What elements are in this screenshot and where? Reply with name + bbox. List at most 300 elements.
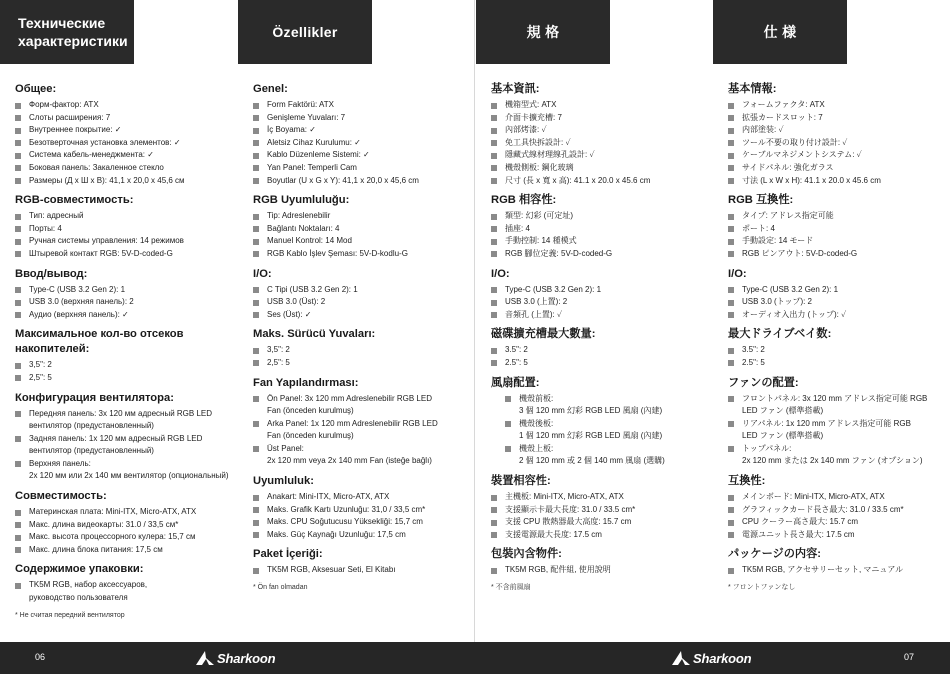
spec-item-text: вентилятор (предустановленный) bbox=[29, 446, 154, 456]
spec-item-text: Type-C (USB 3.2 Gen 2): 1 bbox=[742, 284, 839, 294]
spec-item bbox=[253, 309, 477, 322]
bullet-square-icon bbox=[728, 251, 734, 257]
bullet-square-icon bbox=[728, 421, 734, 427]
section-title: Fan Yapılandırması: bbox=[253, 376, 359, 389]
spec-item bbox=[491, 124, 715, 137]
tab-turkish bbox=[238, 0, 372, 64]
spec-item bbox=[728, 248, 950, 261]
section-title: I/O: bbox=[491, 267, 510, 280]
spec-item-text: Форм-фактор: ATX bbox=[29, 100, 99, 109]
bullet-square-icon bbox=[15, 251, 21, 257]
bullet-square-icon bbox=[728, 239, 734, 245]
spec-section bbox=[491, 193, 715, 260]
section-title: Содержимое упаковки: bbox=[15, 563, 144, 576]
bullet-square-icon bbox=[505, 446, 511, 452]
section-title: Совместимость: bbox=[15, 490, 107, 503]
spec-item-text: Üst Panel: bbox=[267, 443, 304, 453]
spec-item-text: 尺寸 (長 x 寬 x 高): 41.1 x 20.0 x 45.6 cm bbox=[505, 175, 651, 185]
spec-item bbox=[253, 248, 477, 261]
bullet-square-icon bbox=[491, 507, 497, 513]
bullet-square-icon bbox=[491, 128, 497, 134]
bullet-square-icon bbox=[728, 140, 734, 146]
spec-item-text: 手動設定: 14 モード bbox=[742, 236, 814, 246]
bullet-square-icon bbox=[253, 103, 259, 109]
spec-item bbox=[15, 544, 239, 557]
brand-logo-right bbox=[672, 648, 751, 668]
spec-item-text: Аудио (верхняя панель): ✓ bbox=[29, 309, 129, 319]
spec-item-text: 插座: 4 bbox=[505, 223, 530, 233]
spec-item bbox=[15, 470, 239, 483]
bullet-square-icon bbox=[15, 214, 21, 220]
bullet-square-icon bbox=[253, 520, 259, 526]
footnote: * Ön fan olmadan bbox=[253, 584, 308, 592]
section-title: RGB 相容性: bbox=[491, 194, 557, 207]
spec-item bbox=[728, 344, 950, 357]
spec-item-text: Макс. длина видеокарты: 31.0 / 33,5 см* bbox=[29, 519, 179, 529]
spec-item bbox=[491, 405, 715, 418]
bullet-square-icon bbox=[253, 239, 259, 245]
spec-item-text: USB 3.0 (верхняя панель): 2 bbox=[29, 297, 134, 307]
spec-item bbox=[15, 235, 239, 248]
spec-item-text: 機殼上板: bbox=[519, 443, 554, 453]
spec-item-text: タイプ: アドレス指定可能 bbox=[742, 211, 834, 221]
bullet-square-icon bbox=[253, 348, 259, 354]
spec-item-text: ツール不要の取り付け設計: ✓ bbox=[742, 137, 848, 147]
spec-item-text: 2,5": 5 bbox=[29, 372, 52, 382]
spec-item bbox=[728, 418, 950, 431]
spec-section bbox=[491, 327, 715, 369]
bullet-square-icon bbox=[728, 568, 734, 574]
spec-item-text: RGB Kablo İşlev Şeması: 5V-D-kodlu-G bbox=[267, 248, 408, 258]
spec-section bbox=[253, 376, 477, 469]
bullet-square-icon bbox=[491, 178, 497, 184]
spec-section bbox=[15, 82, 239, 187]
bullet-square-icon bbox=[15, 165, 21, 171]
section-title: 包裝內含物件: bbox=[491, 548, 562, 561]
brand-logo-text: Sharkoon bbox=[693, 650, 752, 666]
bullet-square-icon bbox=[253, 360, 259, 366]
bullet-square-icon bbox=[728, 360, 734, 366]
spec-item-text: Maks. Grafik Kartı Uzunluğu: 31,0 / 33,5 cm* bbox=[267, 504, 426, 514]
spec-item-text: Боковая панель: Закаленное стекло bbox=[29, 162, 164, 172]
spec-item-text: USB 3.0 (トップ): 2 bbox=[742, 297, 812, 307]
spec-item-text: Ручная системы управления: 14 режимов bbox=[29, 236, 184, 246]
spec-item bbox=[253, 162, 477, 175]
spec-item bbox=[253, 210, 477, 223]
spec-item bbox=[253, 405, 477, 418]
bullet-square-icon bbox=[491, 153, 497, 159]
spec-item bbox=[491, 529, 715, 542]
spec-item-text: フォームファクタ: ATX bbox=[742, 100, 825, 109]
spec-section bbox=[728, 547, 950, 577]
spec-item-text: リアパネル: 1x 120 mm アドレス指定可能 RGB bbox=[742, 418, 911, 428]
spec-item bbox=[728, 162, 950, 175]
spec-item-text: 機殼後板: bbox=[519, 418, 554, 428]
spec-item-text: グラフィックカード長さ最大: 31.0 / 33.5 cm* bbox=[742, 504, 904, 514]
spec-item-text: USB 3.0 (上置): 2 bbox=[505, 297, 568, 307]
spec-item-text: 3,5": 2 bbox=[267, 345, 290, 355]
section-title: Ввод/вывод: bbox=[15, 267, 88, 280]
spec-item bbox=[491, 284, 715, 297]
spec-section bbox=[253, 267, 477, 322]
section-title: 磁碟擴充槽最大數量: bbox=[491, 328, 596, 341]
section-title: I/O: bbox=[253, 267, 272, 280]
bullet-square-icon bbox=[15, 103, 21, 109]
spec-item-text: 3 個 120 mm 幻彩 RGB LED 風扇 (內建) bbox=[519, 406, 663, 416]
spec-item-text: 拡張カードスロット: 7 bbox=[742, 112, 823, 122]
spec-item bbox=[491, 564, 715, 577]
section-title: 基本資訊: bbox=[491, 83, 540, 95]
spec-item bbox=[15, 506, 239, 519]
bullet-square-icon bbox=[491, 251, 497, 257]
spec-item-text: Type-C (USB 3.2 Gen 2): 1 bbox=[29, 284, 126, 294]
spec-section bbox=[728, 474, 950, 541]
section-title: Paket İçeriği: bbox=[253, 548, 323, 561]
bullet-square-icon bbox=[728, 178, 734, 184]
bullet-square-icon bbox=[491, 140, 497, 146]
spec-item-text: TK5M RGB, Aksesuar Seti, El Kitabı bbox=[267, 565, 396, 575]
spec-item bbox=[15, 420, 239, 433]
spec-section bbox=[253, 82, 477, 187]
bullet-square-icon bbox=[728, 214, 734, 220]
spec-item-text: Boyutlar (U x G x Y): 41,1 x 20,0 x 45,6 cm bbox=[267, 175, 419, 185]
spec-item bbox=[728, 309, 950, 322]
spec-item bbox=[491, 235, 715, 248]
section-title: Genel: bbox=[253, 83, 288, 95]
spec-item bbox=[15, 359, 239, 372]
bullet-square-icon bbox=[15, 226, 21, 232]
bullet-square-icon bbox=[253, 495, 259, 501]
spec-item-text: 2x 120 mm veya 2x 140 mm Fan (isteğe bağlı) bbox=[267, 456, 432, 466]
spec-item bbox=[15, 112, 239, 125]
section-title: 裝置相容性: bbox=[491, 475, 551, 488]
spec-item bbox=[253, 430, 477, 443]
bullet-square-icon bbox=[728, 507, 734, 513]
bullet-square-icon bbox=[728, 153, 734, 159]
spec-section bbox=[491, 474, 715, 541]
spec-item bbox=[15, 124, 239, 137]
spec-item bbox=[491, 210, 715, 223]
spec-item bbox=[15, 149, 239, 162]
bullet-square-icon bbox=[491, 360, 497, 366]
brand-logo-text: Sharkoon bbox=[217, 650, 276, 666]
section-title: I/O: bbox=[728, 267, 747, 280]
brand-logo-left bbox=[196, 648, 275, 668]
spec-item bbox=[728, 112, 950, 125]
section-title: Uyumluluk: bbox=[253, 475, 314, 488]
bullet-square-icon bbox=[253, 251, 259, 257]
tab-chinese bbox=[476, 0, 610, 64]
section-title: RGB 互換性: bbox=[728, 194, 794, 207]
bullet-square-icon bbox=[728, 312, 734, 318]
spec-item bbox=[491, 112, 715, 125]
spec-item-text: Ses (Üst): ✓ bbox=[267, 309, 312, 319]
section-title: パッケージの内容: bbox=[728, 548, 822, 561]
spec-item-text: Макс. высота процессорного кулера: 15,7 см bbox=[29, 532, 196, 542]
spec-item bbox=[491, 504, 715, 517]
spec-item-text: 內部烤漆: ✓ bbox=[505, 125, 547, 135]
spec-item bbox=[728, 124, 950, 137]
spec-section bbox=[491, 82, 715, 187]
bullet-square-icon bbox=[15, 522, 21, 528]
bullet-square-icon bbox=[15, 312, 21, 318]
bullet-square-icon bbox=[505, 421, 511, 427]
spec-item bbox=[253, 296, 477, 309]
tab-russian bbox=[0, 0, 134, 64]
spec-item-text: 隱藏式線材理線孔設計: ✓ bbox=[505, 150, 595, 160]
spec-item bbox=[15, 99, 239, 112]
page-number-left: 06 bbox=[35, 652, 46, 662]
section-title: Общее: bbox=[15, 83, 57, 95]
spec-item bbox=[728, 235, 950, 248]
bullet-square-icon bbox=[253, 287, 259, 293]
spec-item-text: Тип: адресный bbox=[29, 211, 84, 221]
spec-item bbox=[491, 393, 715, 406]
spec-item-text: 3,5": 2 bbox=[29, 360, 52, 370]
spec-item-text: 音頻孔 (上置): ✓ bbox=[505, 309, 563, 319]
spec-item-text: Anakart: Mini-ITX, Micro-ATX, ATX bbox=[267, 492, 390, 502]
bullet-square-icon bbox=[253, 153, 259, 159]
spec-item-text: LED ファン (標準搭載) bbox=[742, 431, 824, 441]
bullet-square-icon bbox=[728, 396, 734, 402]
bullet-square-icon bbox=[15, 510, 21, 516]
spec-item-text: Fan (önceden kurulmuş) bbox=[267, 406, 354, 416]
spec-item bbox=[491, 357, 715, 370]
bullet-square-icon bbox=[728, 300, 734, 306]
spec-item-text: 2.5": 5 bbox=[505, 357, 528, 367]
spec-item-text: 3.5": 2 bbox=[742, 345, 765, 355]
spec-item-text: Размеры (Д х Ш х В): 41,1 х 20,0 х 45,6 см bbox=[29, 175, 185, 185]
spec-item bbox=[728, 149, 950, 162]
spec-item-text: Arka Panel: 1x 120 mm Adreslenebilir RGB LED bbox=[267, 418, 438, 428]
spec-item-text: 2x 120 mm または 2x 140 mm ファン (オプション) bbox=[742, 456, 923, 466]
spec-item bbox=[253, 529, 477, 542]
spec-item bbox=[728, 405, 950, 418]
bullet-square-icon bbox=[491, 520, 497, 526]
spec-item bbox=[15, 175, 239, 188]
spec-item bbox=[253, 223, 477, 236]
spec-item bbox=[491, 99, 715, 112]
spec-item bbox=[491, 430, 715, 443]
bullet-square-icon bbox=[491, 239, 497, 245]
bullet-square-icon bbox=[728, 495, 734, 501]
bullet-square-icon bbox=[253, 312, 259, 318]
spec-item-text: C Tipi (USB 3.2 Gen 2): 1 bbox=[267, 284, 358, 294]
bullet-square-icon bbox=[15, 411, 21, 417]
bullet-square-icon bbox=[728, 226, 734, 232]
spec-item-text: руководство пользователя bbox=[29, 593, 128, 603]
bullet-square-icon bbox=[253, 532, 259, 538]
spec-item bbox=[491, 149, 715, 162]
bullet-square-icon bbox=[15, 436, 21, 442]
spec-item bbox=[491, 223, 715, 236]
section-title: Maks. Sürücü Yuvaları: bbox=[253, 328, 376, 341]
spec-item-text: 1 個 120 mm 幻彩 RGB LED 風扇 (內建) bbox=[519, 431, 663, 441]
spec-item-text: Aletsiz Cihaz Kurulumu: ✓ bbox=[267, 137, 361, 147]
tab-japanese bbox=[713, 0, 847, 64]
bullet-square-icon bbox=[491, 312, 497, 318]
spec-item-text: 免工具快拆設計: ✓ bbox=[505, 137, 571, 147]
spec-item bbox=[491, 309, 715, 322]
spec-item-text: 2x 120 мм или 2x 140 мм вентилятор (опциональный) bbox=[29, 471, 229, 481]
spec-item-text: Tip: Adreslenebilir bbox=[267, 211, 331, 221]
bullet-square-icon bbox=[728, 128, 734, 134]
spec-section bbox=[253, 193, 477, 260]
spec-item-text: Передняя панель: 3x 120 мм адресный RGB LED bbox=[29, 408, 213, 418]
bullet-square-icon bbox=[491, 348, 497, 354]
spec-item-text: Штыревой контакт RGB: 5V-D-coded-G bbox=[29, 248, 173, 258]
bullet-square-icon bbox=[15, 153, 21, 159]
spec-item-text: 支援顯示卡最大長度: 31.0 / 33.5 cm* bbox=[505, 504, 636, 514]
spec-item bbox=[491, 344, 715, 357]
spec-item bbox=[15, 162, 239, 175]
spec-item bbox=[253, 149, 477, 162]
spec-item bbox=[491, 443, 715, 456]
spec-item bbox=[15, 592, 239, 605]
bullet-square-icon bbox=[253, 446, 259, 452]
tab-russian-label: Технические характеристики bbox=[18, 14, 128, 49]
shark-fin-icon bbox=[672, 650, 690, 666]
bullet-square-icon bbox=[15, 178, 21, 184]
footnote: * Не считая передний вентилятор bbox=[15, 611, 125, 619]
spec-section bbox=[15, 562, 239, 604]
spec-item bbox=[15, 372, 239, 385]
bullet-square-icon bbox=[491, 165, 497, 171]
section-title: 基本情報: bbox=[728, 83, 777, 95]
bullet-square-icon bbox=[253, 165, 259, 171]
spec-item bbox=[491, 491, 715, 504]
spec-item-text: ポート: 4 bbox=[742, 223, 775, 233]
spec-item bbox=[15, 223, 239, 236]
spec-item-text: LED ファン (標準搭載) bbox=[742, 406, 824, 416]
spec-section bbox=[15, 327, 239, 384]
spec-item-text: вентилятор (предустановленный) bbox=[29, 421, 154, 431]
spec-item bbox=[728, 357, 950, 370]
spec-item-text: TK5M RGB, アクセサリーセット, マニュアル bbox=[742, 565, 904, 575]
spec-item-text: 介面卡擴充槽: 7 bbox=[505, 112, 562, 122]
spec-item-text: Верхняя панель: bbox=[29, 458, 91, 468]
spec-item bbox=[253, 516, 477, 529]
spec-item-text: Слоты расширения: 7 bbox=[29, 112, 111, 122]
spec-item bbox=[253, 99, 477, 112]
spec-item-text: USB 3.0 (Üst): 2 bbox=[267, 297, 326, 307]
spec-item-text: RGB ピンアウト: 5V-D-coded-G bbox=[742, 248, 858, 258]
section-title: Конфигурация вентилятора: bbox=[15, 391, 174, 404]
bullet-square-icon bbox=[15, 547, 21, 553]
spec-item bbox=[253, 491, 477, 504]
spec-item-text: 支援電源最大長度: 17.5 cm bbox=[505, 529, 602, 539]
spec-item-text: Ön Panel: 3x 120 mm Adreslenebilir RGB LED bbox=[267, 393, 432, 403]
spec-item-text: 3.5": 2 bbox=[505, 345, 528, 355]
bullet-square-icon bbox=[491, 532, 497, 538]
spec-item bbox=[253, 112, 477, 125]
bullet-square-icon bbox=[15, 535, 21, 541]
spec-item bbox=[728, 284, 950, 297]
spec-item bbox=[491, 455, 715, 468]
spec-item bbox=[253, 357, 477, 370]
bullet-square-icon bbox=[15, 583, 21, 589]
spec-item bbox=[253, 344, 477, 357]
spec-item-text: Задняя панель: 1x 120 мм адресный RGB LED bbox=[29, 433, 203, 443]
footer-bar bbox=[0, 642, 950, 674]
spec-item-text: Yan Panel: Temperli Cam bbox=[267, 162, 357, 172]
spec-section bbox=[253, 327, 477, 369]
bullet-square-icon bbox=[491, 226, 497, 232]
bullet-square-icon bbox=[253, 115, 259, 121]
spec-item bbox=[728, 516, 950, 529]
spec-item bbox=[253, 284, 477, 297]
spec-item-text: İç Boyama: ✓ bbox=[267, 125, 316, 135]
footnote: * 不含前風扇 bbox=[491, 584, 531, 592]
bullet-square-icon bbox=[253, 178, 259, 184]
spec-item bbox=[728, 491, 950, 504]
bullet-square-icon bbox=[728, 348, 734, 354]
spec-item bbox=[728, 564, 950, 577]
bullet-square-icon bbox=[15, 461, 21, 467]
spec-item bbox=[491, 248, 715, 261]
spec-item bbox=[253, 235, 477, 248]
spec-item-text: 支援 CPU 散熱器最大高度: 15.7 cm bbox=[505, 517, 632, 527]
spec-item-text: 機殼側板: 鋼化玻璃 bbox=[505, 162, 574, 172]
spec-item bbox=[253, 175, 477, 188]
bullet-square-icon bbox=[253, 128, 259, 134]
spec-section bbox=[728, 327, 950, 369]
spec-item-text: 内部塗装: ✓ bbox=[742, 125, 784, 135]
bullet-square-icon bbox=[728, 446, 734, 452]
spec-item bbox=[253, 504, 477, 517]
spec-item-text: トップパネル: bbox=[742, 443, 792, 453]
spec-item-text: 主機板: Mini-ITX, Micro-ATX, ATX bbox=[505, 492, 624, 502]
spec-item-text: 2.5": 5 bbox=[742, 357, 765, 367]
spec-item-text: Maks. CPU Soğutucusu Yüksekliği: 15,7 cm bbox=[267, 517, 423, 527]
spec-item bbox=[728, 137, 950, 150]
bullet-square-icon bbox=[491, 495, 497, 501]
spec-item bbox=[15, 579, 239, 592]
spec-item bbox=[15, 296, 239, 309]
spec-item bbox=[15, 531, 239, 544]
spec-section bbox=[491, 267, 715, 322]
spec-item bbox=[15, 248, 239, 261]
spec-item-text: TK5M RGB, набор аксессуаров, bbox=[29, 580, 148, 590]
spec-column-japanese bbox=[728, 82, 950, 593]
spec-item bbox=[491, 418, 715, 431]
spec-item-text: Genişleme Yuvaları: 7 bbox=[267, 112, 346, 122]
spec-item-text: メインボード: Mini-ITX, Micro-ATX, ATX bbox=[742, 492, 885, 502]
spec-item bbox=[491, 162, 715, 175]
spec-item bbox=[15, 408, 239, 421]
spec-item bbox=[15, 433, 239, 446]
bullet-square-icon bbox=[253, 421, 259, 427]
spec-item bbox=[15, 210, 239, 223]
spec-item bbox=[15, 137, 239, 150]
spec-item bbox=[491, 137, 715, 150]
spec-item-text: Материнская плата: Mini-ITX, Micro-ATX, ATX bbox=[29, 507, 197, 517]
spec-item-text: Макс. длина блока питания: 17,5 см bbox=[29, 544, 163, 554]
tab-japanese-label: 仕 様 bbox=[763, 23, 797, 40]
spec-section bbox=[491, 376, 715, 469]
section-title: 互換性: bbox=[728, 475, 766, 488]
spec-item bbox=[728, 455, 950, 468]
bullet-square-icon bbox=[491, 568, 497, 574]
bullet-square-icon bbox=[728, 532, 734, 538]
spec-item-text: Maks. Güç Kaynağı Uzunluğu: 17,5 cm bbox=[267, 529, 406, 539]
bullet-square-icon bbox=[491, 115, 497, 121]
spec-item bbox=[728, 443, 950, 456]
bullet-square-icon bbox=[15, 375, 21, 381]
spec-item-text: 寸法 (L x W x H): 41.1 x 20.0 x 45.6 cm bbox=[742, 175, 881, 185]
spec-item-text: Type-C (USB 3.2 Gen 2): 1 bbox=[505, 284, 602, 294]
section-title: 最大ドライブベイ数: bbox=[728, 328, 832, 341]
